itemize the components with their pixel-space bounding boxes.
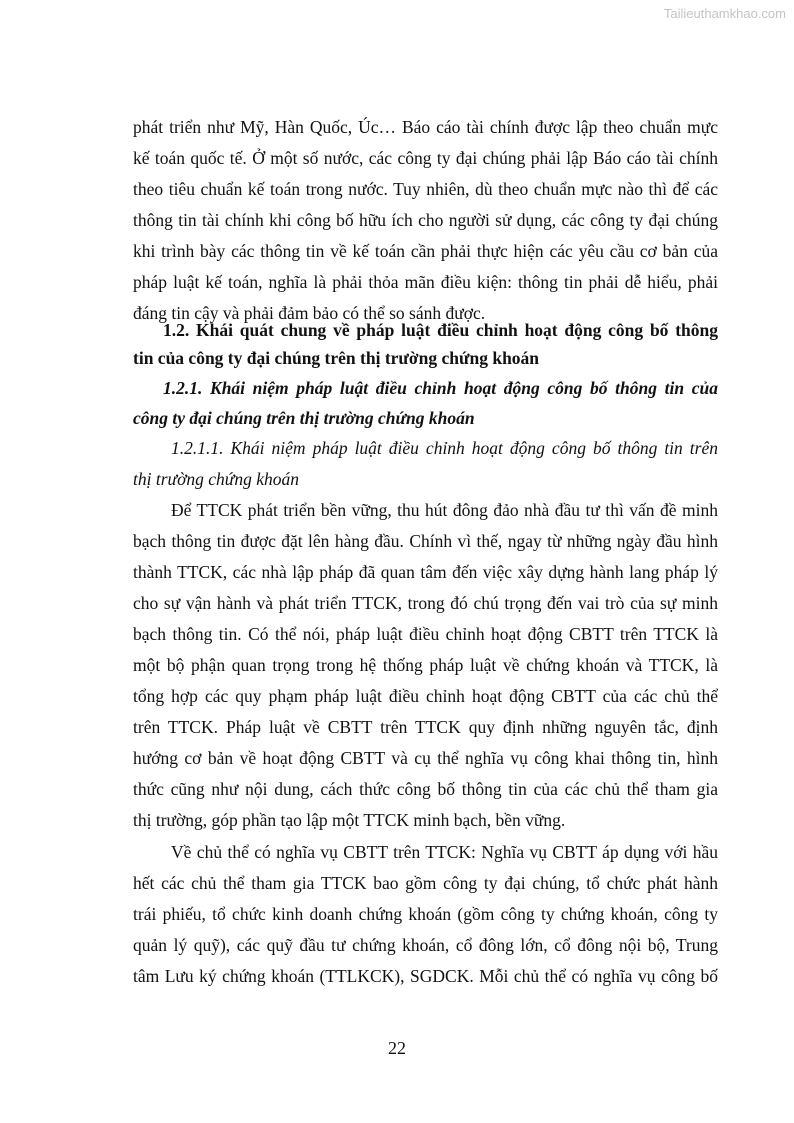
- text-line: bạch thông tin được đặt lên hàng đầu. Chính vì thế, ngay từ những ngày đầu hình: [133, 531, 718, 551]
- page-number: 22: [388, 1038, 406, 1058]
- text-line: một bộ phận quan trọng trong hệ thống pháp luật về chứng khoán và TTCK, là: [133, 655, 718, 675]
- text-line: tâm Lưu ký chứng khoán (TTLKCK), SGDCK. Mỗi chủ thể có nghĩa vụ công bố: [133, 966, 718, 986]
- text-line: trên TTCK. Pháp luật về CBTT trên TTCK quy định những nguyên tắc, định: [133, 717, 718, 737]
- watermark: Tailieuthamkhao.com: [663, 6, 786, 21]
- text-line: trái phiếu, tổ chức kinh doanh chứng khoán (gồm công ty chứng khoán, công ty: [133, 904, 718, 924]
- text-line: Về chủ thể có nghĩa vụ CBTT trên TTCK: Nghĩa vụ CBTT áp dụng với hầu: [171, 842, 718, 862]
- text-line: pháp luật kế toán, nghĩa là phải thỏa mãn điều kiện: thông tin phải dễ hiểu, phải: [133, 272, 718, 292]
- text-line: bạch thông tin. Có thể nói, pháp luật điều chỉnh hoạt động CBTT trên TTCK là: [133, 624, 718, 644]
- text-line: thông tin tài chính khi công bố hữu ích cho người sử dụng, các công ty đại chúng: [133, 210, 718, 230]
- heading-line: 1.2.1. Khái niệm pháp luật điều chỉnh hoạt động công bố thông tin của: [163, 378, 718, 398]
- text-line: hết các chủ thể tham gia TTCK bao gồm công ty đại chúng, tổ chức phát hành: [133, 873, 718, 893]
- heading-line: thị trường chứng khoán: [133, 469, 299, 489]
- text-line: quản lý quỹ), các quỹ đầu tư chứng khoán, cổ đông lớn, cổ đông nội bộ, Trung: [133, 935, 718, 955]
- text-line: hướng cơ bản về hoạt động CBTT và cụ thể nghĩa vụ công khai thông tin, hình: [133, 748, 718, 768]
- text-line: thức cũng như nội dung, cách thức công bố thông tin của các chủ thể tham gia: [133, 779, 718, 799]
- text-line: phát triển như Mỹ, Hàn Quốc, Úc… Báo cáo tài chính được lập theo chuẩn mực: [133, 117, 718, 137]
- text-line: thị trường, góp phần tạo lập một TTCK minh bạch, bền vững.: [133, 810, 566, 830]
- text-line: tổng hợp các quy phạm pháp luật điều chỉnh hoạt động CBTT của các chủ thể: [133, 686, 718, 706]
- text-line: thành TTCK, các nhà lập pháp đã quan tâm đến việc xây dựng hành lang pháp lý: [133, 562, 718, 582]
- heading-line: tin của công ty đại chúng trên thị trường chứng khoán: [133, 348, 540, 368]
- heading-line: công ty đại chúng trên thị trường chứng khoán: [133, 408, 475, 428]
- heading-line: 1.2.1.1. Khái niệm pháp luật điều chỉnh hoạt động công bố thông tin trên: [171, 438, 718, 458]
- text-line: cho sự vận hành và phát triển TTCK, trong đó chú trọng đến vai trò của sự minh: [133, 593, 718, 613]
- text-line: theo tiêu chuẩn kế toán trong nước. Tuy nhiên, dù theo chuẩn mực nào thì để các: [133, 179, 718, 199]
- text-line: đáng tin cậy và phải đảm bảo có thể so sánh được.: [133, 303, 486, 323]
- text-line: kế toán quốc tế. Ở một số nước, các công ty đại chúng phải lập Báo cáo tài chính: [133, 148, 718, 168]
- heading-line: 1.2. Khái quát chung về pháp luật điều chỉnh hoạt động công bố thông: [163, 320, 718, 340]
- text-line: Để TTCK phát triển bền vững, thu hút đông đảo nhà đầu tư thì vấn đề minh: [171, 500, 718, 520]
- text-line: khi trình bày các thông tin về kế toán cần phải thực hiện các yêu cầu cơ bản của: [133, 241, 718, 261]
